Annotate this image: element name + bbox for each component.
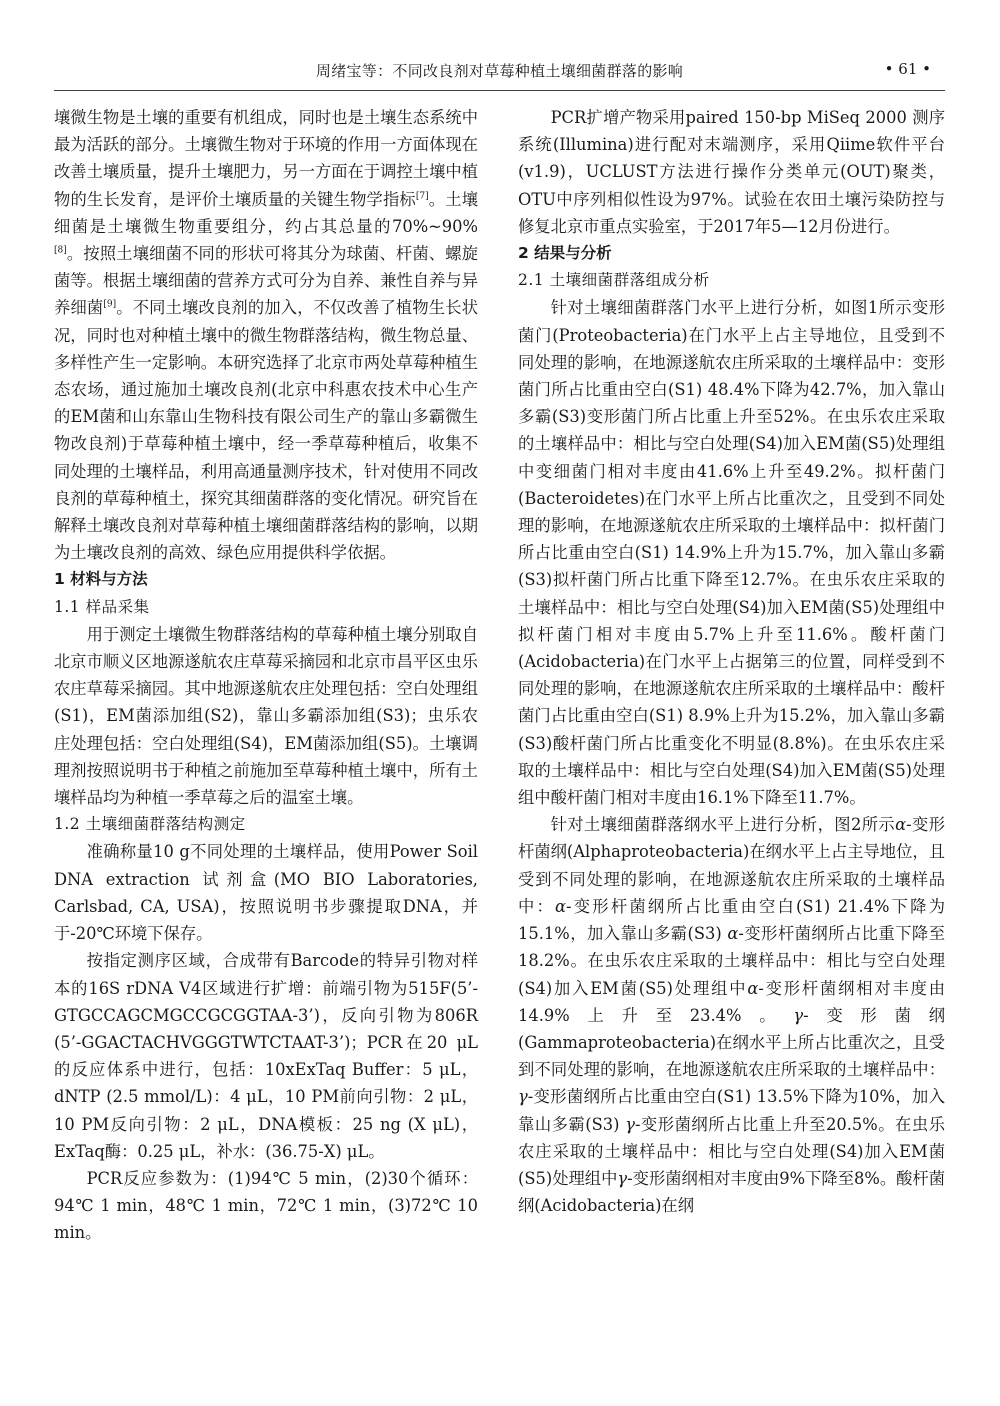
text-run: -变形杆菌纲相对丰度由14.9%上升至23.4%。 xyxy=(518,978,945,1025)
subsection-heading-community-measurement: 1.2 土壤细菌群落结构测定 xyxy=(54,815,246,834)
running-title: 周绪宝等：不同改良剂对草莓种植土壤细菌群落的影响 xyxy=(315,62,684,80)
sampling-paragraph: 用于测定土壤微生物群落结构的草莓种植土壤分别取自北京市顺义区地源遂航农庄草莓采摘园和北京市昌平区虫乐农庄草莓采摘园。其中地源遂航农庄处理包括：空白处理组(S1)，EM菌添加组(S2)，靠山多霸添加组(S3)；虫乐农庄处理包括：空白处理组(S4)，EM菌添加组(S5)。土壤调理剂按照说明书于种植之前施加至草莓种植土壤中，所有土壤样品均为种植一季草莓之后的温室土壤。 xyxy=(54,624,478,808)
greek-alpha: α xyxy=(747,978,759,998)
subsection-heading-sampling: 1.1 样品采集 xyxy=(54,597,150,616)
text-run: -变形菌纲相对丰度由9%下降至8%。酸杆菌纲(Acidobacteria)在纲 xyxy=(518,1168,945,1216)
text-run: -变形杆菌纲所占比重由空白(S1) 21.4%下降为15.1%，加入靠山多霸(S3) xyxy=(518,896,945,944)
section-heading-results: 2 结果与分析 xyxy=(518,244,612,263)
intro-paragraph-continued xyxy=(54,104,478,566)
greek-gamma: γ xyxy=(793,1005,804,1025)
right-column xyxy=(518,104,945,1219)
section-heading-methods: 1 材料与方法 xyxy=(54,570,148,589)
greek-alpha: α xyxy=(555,896,567,916)
citation-ref: [8] xyxy=(54,245,67,256)
class-level-paragraph xyxy=(518,811,945,1219)
text-run: 壤微生物是土壤的重要有机组成，同时也是土壤生态系统中最为活跃的部分。土壤微生物对于环境的作用一方面体现在改善土壤质量，提升土壤肥力，另一方面在于调控土壤中植物的生长发育，是评价土壤质量的关键生物学指标 xyxy=(54,108,478,209)
pcr-primers-paragraph: 按指定测序区域，合成带有Barcode的特异引物对样本的16S rDNA V4区域进行扩增：前端引物为515F(5’-GTGCCAGCMGCCGCGGTAA-3’)，反向引物为806R (5’-GGACTACHVGGGTWTCTAAT-3’)；PCR在20 μL的反应体系中进行，包括：10xExTaq Buffer：5 μL，dNTP (2.5 mmol/L)：4 μL，10 PM前向引物：2 μL，10 PM反向引物：2 μL，DNA模板：25 ng (X μL)，ExTaq酶：0.25 μL，补水：(36.75-X) μL。 xyxy=(54,951,478,1161)
citation-ref: [9] xyxy=(103,300,117,310)
greek-gamma: γ xyxy=(518,1087,528,1107)
text-run: 。不同土壤改良剂的加入，不仅改善了植物生长状况，同时也对种植土壤中的微生物群落结构，微生物总量、多样性产生一定影响。本研究选择了北京市两处草莓种植生态农场，通过施加土壤改良剂(北京中科惠农技术中心生产的EM菌和山东靠山生物科技有限公司生产的靠山多霸微生物改良剂)于草莓种植土壤中，经一季草莓种植后，收集不同处理的土壤样品，利用高通量测序技术，针对使用不同改良剂的草莓种植土，探究其细菌群落的变化情况。研究旨在解释土壤改良剂对草莓种植土壤细菌群落结构的影响，以期为土壤改良剂的高效、绿色应用提供科学依据。 xyxy=(54,298,478,563)
pcr-parameters-paragraph: PCR反应参数为：(1)94℃ 5 min，(2)30个循环：94℃ 1 min，48℃ 1 min，72℃ 1 min，(3)72℃ 10 min。 xyxy=(54,1168,478,1243)
text-run: -变形菌纲所占比重由空白(S1) 13.5%下降为10%，加入靠山多霸(S3) xyxy=(518,1087,945,1134)
greek-gamma: γ xyxy=(625,1114,635,1134)
page-header xyxy=(54,0,945,91)
citation-ref: [7] xyxy=(415,191,429,202)
greek-gamma: γ xyxy=(617,1168,628,1188)
text-run: 针对土壤细菌群落纲水平上进行分析，图2所示 xyxy=(550,815,896,835)
text-run: -变形菌纲所占比重上升至20.5%。在虫乐农庄采取的土壤样品中：相比与空白处理(S4)加入EM菌(S5)处理组中 xyxy=(518,1114,945,1188)
greek-alpha: α xyxy=(727,924,739,944)
greek-alpha: α xyxy=(895,815,907,835)
subsection-heading-community-composition: 2.1 土壤细菌群落组成分析 xyxy=(518,271,710,290)
text-run: -变形杆菌纲所占比重下降至18.2%。在虫乐农庄采取的土壤样品中：相比与空白处理(S4)加入EM菌(S5)处理组中 xyxy=(518,924,945,998)
text-run: 。土壤细菌是土壤微生物重要组分，约占其总量的70%~90% xyxy=(54,189,478,236)
page-number: • 61 • xyxy=(884,60,931,78)
text-run: -变形杆菌纲(Alphaproteobacteria)在纲水平上占主导地位，且受到不同处理的影响，在地源遂航农庄所采取的土壤样品中： xyxy=(518,815,945,916)
text-run: 。按照土壤细菌不同的形状可将其分为球菌、杆菌、螺旋菌等。根据土壤细菌的营养方式可分为自养、兼性自养与异养细菌 xyxy=(54,244,478,318)
phylum-level-paragraph: 针对土壤细菌群落门水平上进行分析，如图1所示变形菌门(Proteobacteria)在门水平上占主导地位，且受到不同处理的影响，在地源遂航农庄所采取的土壤样品中：变形菌门所占比重由空白(S1) 48.4%下降为42.7%，加入靠山多霸(S3)变形菌门所占比重上升至52%。在虫乐农庄采取的土壤样品中：相比与空白处理(S4)加入EM菌(S5)处理组中变细菌门相对丰度由41.6%上升至49.2%。拟杆菌门(Bacteroidetes)在门水平上所占比重次之，且受到不同处理的影响，在地源遂航农庄所采取的土壤样品中：拟杆菌门所占比重由空白(S1) 14.9%上升为15.7%，加入靠山多霸(S3)拟杆菌门所占比重下降至12.7%。在虫乐农庄采取的土壤样品中：相比与空白处理(S4)加入EM菌(S5)处理组中拟杆菌门相对丰度由5.7%上升至11.6%。酸杆菌门(Acidobacteria)在门水平上占据第三的位置，同样受到不同处理的影响，在地源遂航农庄所采取的土壤样品中：酸杆菌门占比重由空白(S1) 8.9%上升为15.2%，加入靠山多霸(S3)酸杆菌门所占比重变化不明显(8.8%)。在虫乐农庄采取的土壤样品中：相比与空白处理(S4)加入EM菌(S5)处理组中酸杆菌门相对丰度由16.1%下降至11.7%。 xyxy=(518,298,945,808)
left-column xyxy=(54,104,478,1247)
text-run: -变形菌纲(Gammaproteobacteria)在纲水平上所占比重次之，且受到不同处理的影响，在地源遂航农庄所采取的土壤样品中： xyxy=(518,1005,945,1080)
sequencing-paragraph: PCR扩增产物采用paired 150-bp MiSeq 2000 测序系统(Illumina)进行配对末端测序，采用Qiime软件平台(v1.9)，UCLUST方法进行操作分类单元(OUT)聚类，OTU中序列相似性设为97%。试验在农田土壤污染防控与修复北京市重点实验室，于2017年5—12月份进行。 xyxy=(518,108,945,236)
dna-extraction-paragraph: 准确称量10 g不同处理的土壤样品，使用Power Soil DNA extraction 试剂盒(MO BIO Laboratories, Carlsbad, CA, USA)，按照说明书步骤提取DNA，并于-20℃环境下保存。 xyxy=(54,842,478,944)
